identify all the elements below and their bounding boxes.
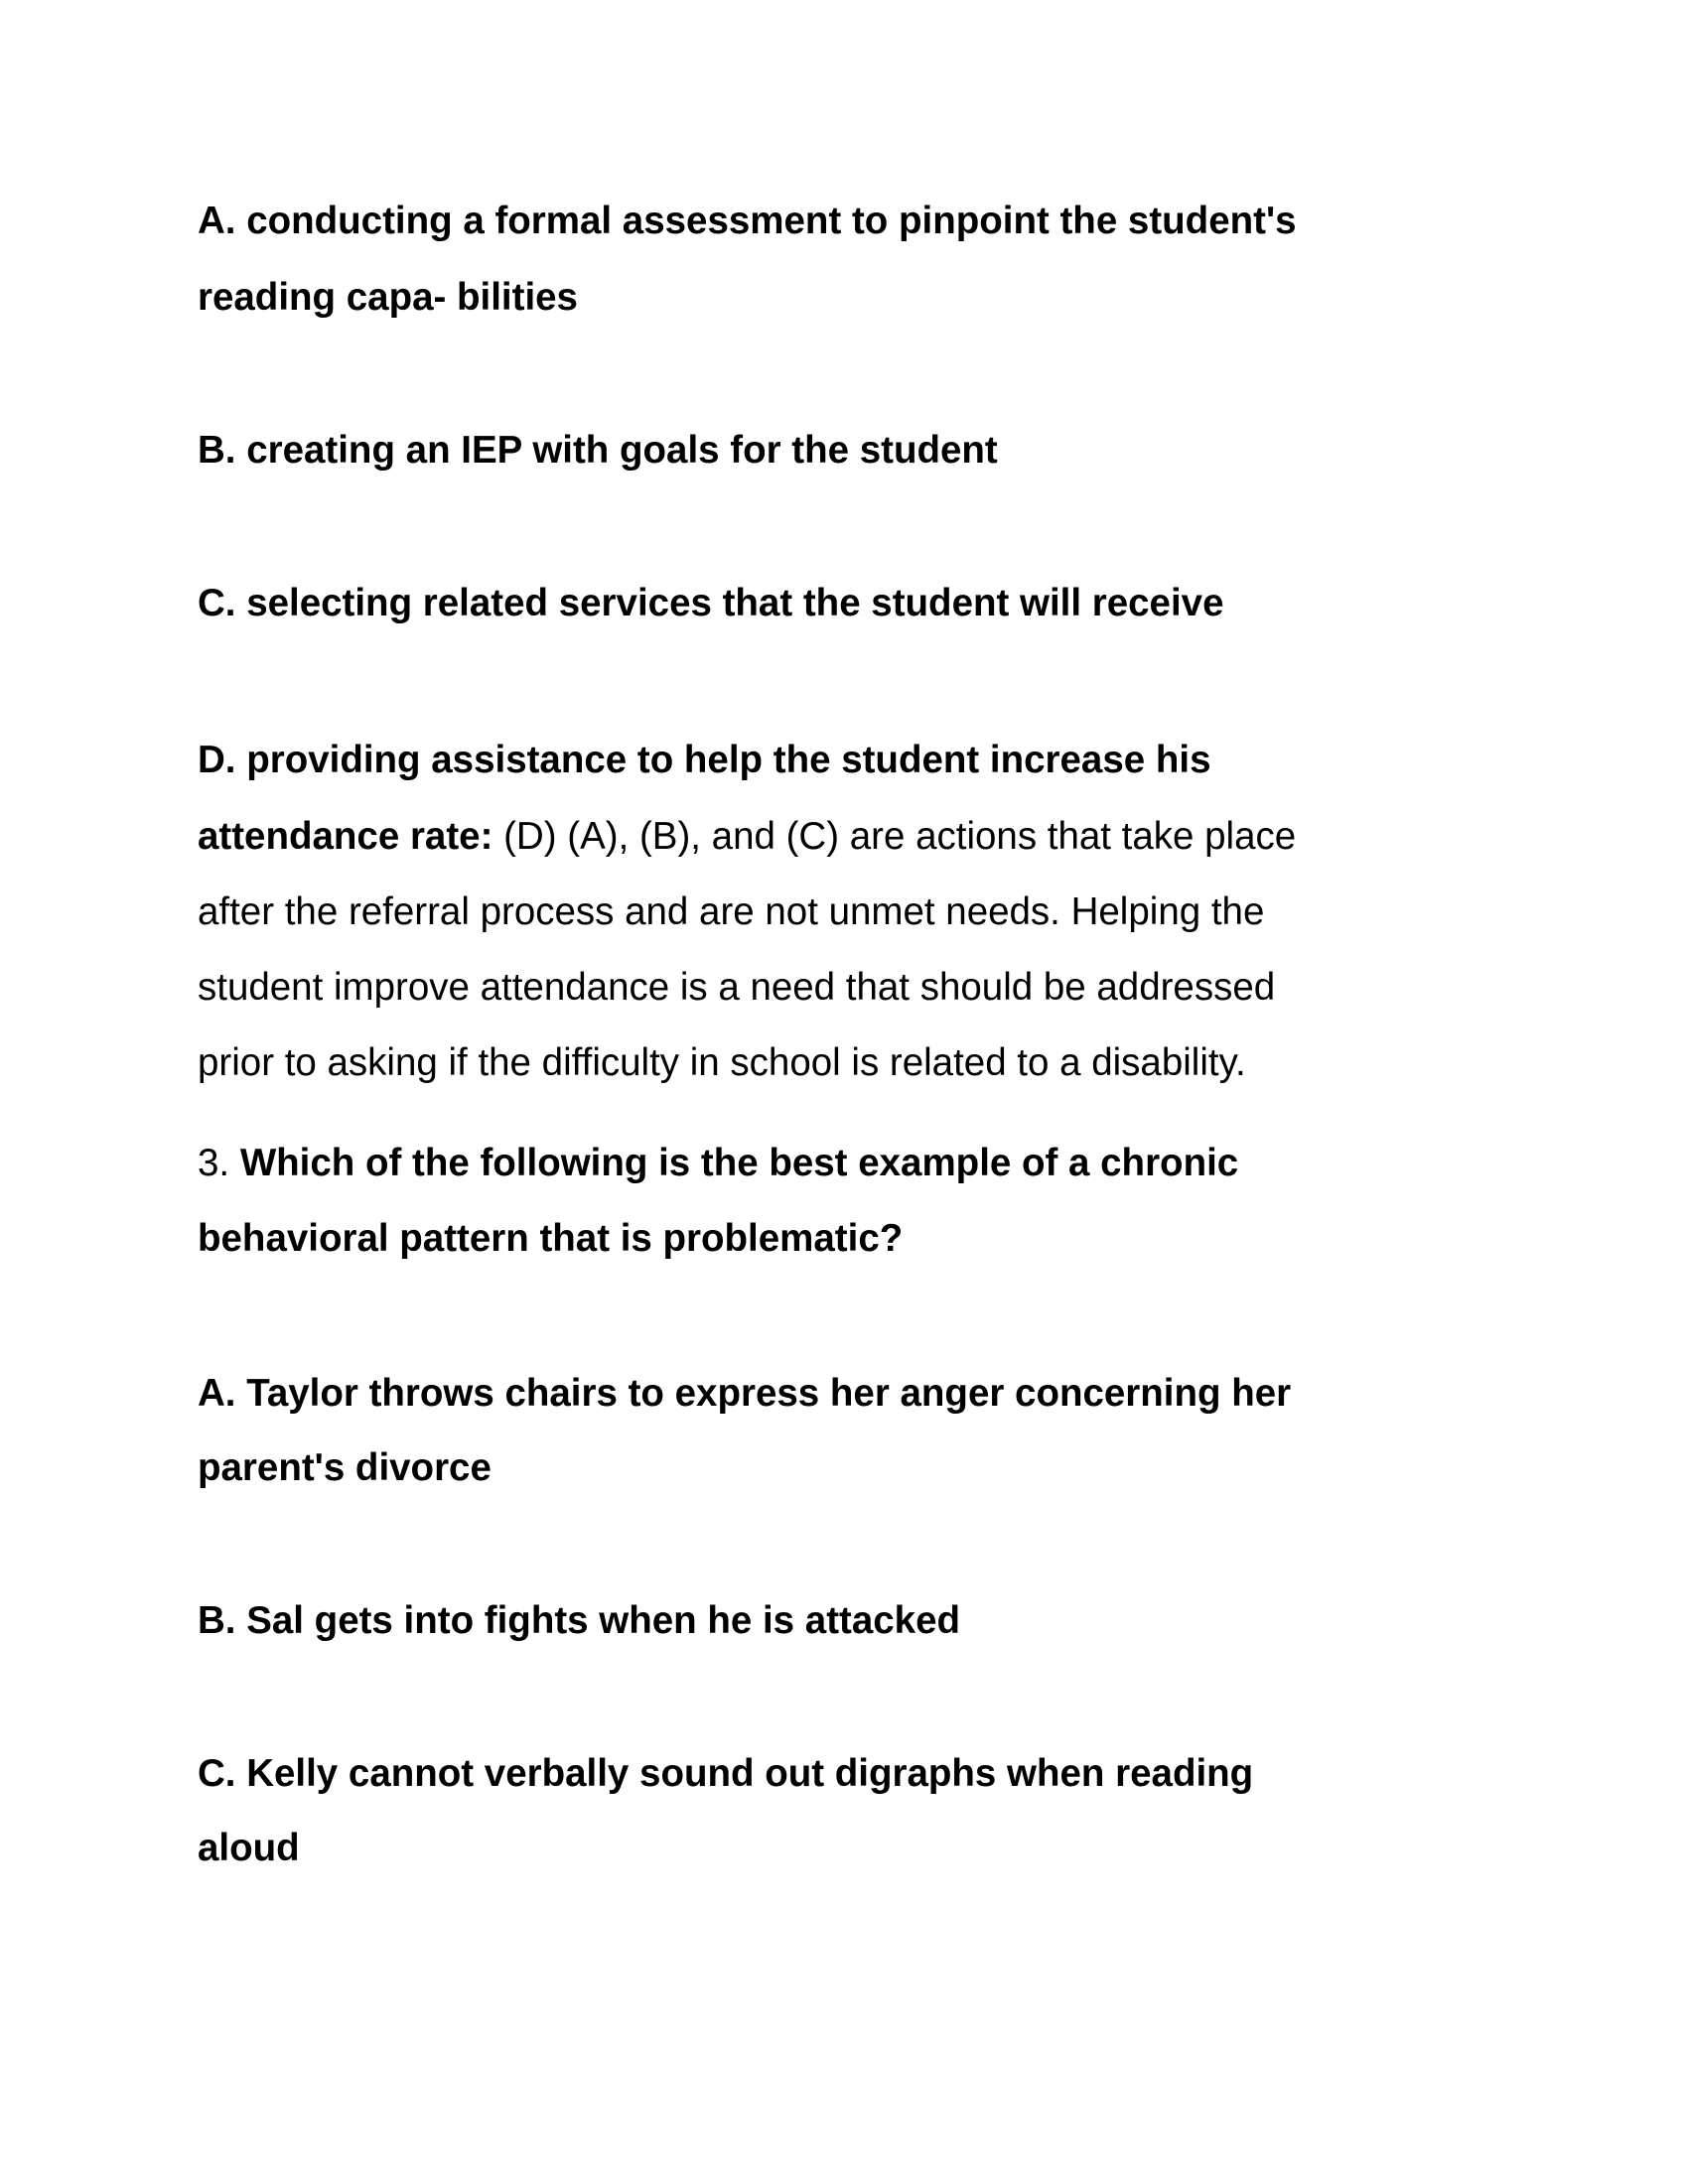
option-b: B. creating an IEP with goals for the student [198, 429, 998, 472]
answer-explanation-start: (D) (A), (B), and (C) are actions that take place [492, 815, 1297, 858]
option-d-bold-end: attendance rate: [198, 815, 493, 858]
option-d-line-1: D. providing assistance to help the student increase his [198, 739, 1211, 781]
question-3-line-1 [198, 1126, 1238, 1200]
q3-option-b: B. Sal gets into fights when he is attacked [198, 1599, 961, 1642]
answer-explanation-line: student improve attendance is a need that should be addressed [198, 966, 1276, 1009]
question-number: 3. [198, 1142, 240, 1184]
q3-option-c-line-1: C. Kelly cannot verbally sound out digraphs when reading [198, 1752, 1254, 1795]
option-c: C. selecting related services that the student will receive [198, 582, 1224, 624]
q3-option-a-line-1: A. Taylor throws chairs to express her anger concerning her [198, 1372, 1292, 1415]
option-a-line-2: reading capa- bilities [198, 276, 578, 319]
option-d-line-2 [198, 799, 1296, 874]
q3-option-c-line-2: aloud [198, 1827, 300, 1869]
q3-option-a-line-2: parent's divorce [198, 1446, 492, 1489]
answer-explanation-line: after the referral process and are not unmet needs. Helping the [198, 890, 1265, 933]
option-a-line-1: A. conducting a formal assessment to pinpoint the student's [198, 200, 1297, 242]
answer-explanation-line: prior to asking if the difficulty in school is related to a disability. [198, 1041, 1246, 1084]
question-3-line-2: behavioral pattern that is problematic? [198, 1217, 904, 1260]
question-text: Which of the following is the best example of a chronic [239, 1142, 1239, 1184]
